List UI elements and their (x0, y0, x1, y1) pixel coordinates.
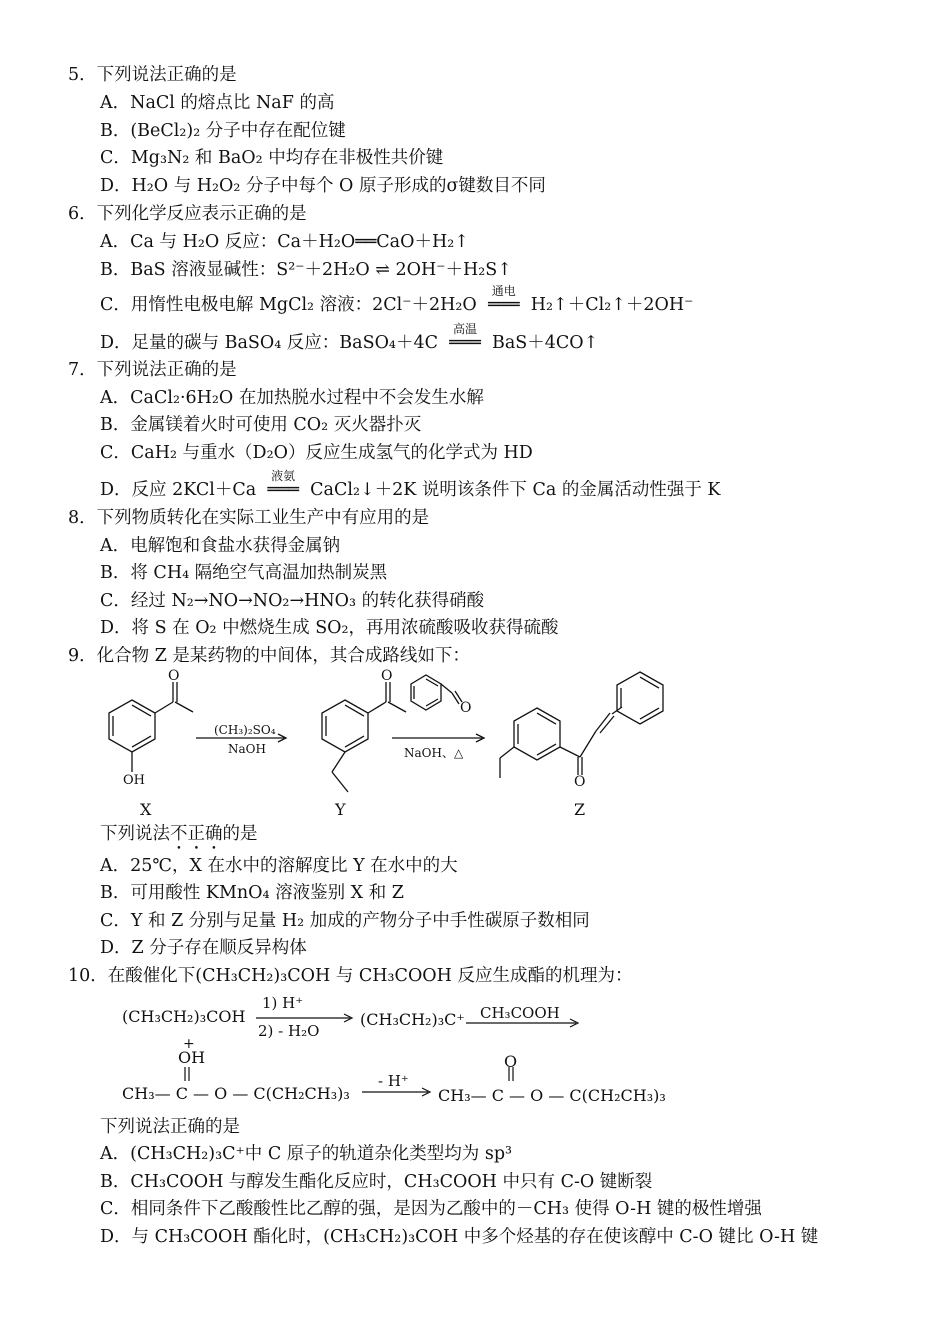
compound-x-label: X (140, 800, 152, 819)
mech-product: CH₃— C — O — C(CH₂CH₃)₃ (438, 1086, 666, 1105)
q9-ask-emphasis: 不正确 (170, 824, 223, 844)
q6-d-condition: 高温 (452, 322, 477, 336)
mech-product-o: O (504, 1052, 518, 1071)
q7-d-right: CaCl₂↓＋2K 说明该条件下 Ca 的金属活动性强于 K (310, 480, 721, 500)
q9-option-a: A．25℃，X 在水中的溶解度比 Y 在水中的大 (100, 856, 458, 876)
q7-option-a: A．CaCl₂·6H₂O 在加热脱水过程中不会发生水解 (100, 388, 484, 408)
q6-d-right: BaS＋4CO↑ (491, 333, 599, 353)
mech-reactant: (CH₃CH₂)₃COH (122, 1007, 246, 1026)
q7-option-c: C．CaH₂ 与重水（D₂O）反应生成氢气的化学式为 HD (100, 443, 533, 463)
q9-ask-suffix: 的是 (222, 824, 258, 844)
q6-option-b: B．BaS 溶液显碱性：S²⁻＋2H₂O ⇌ 2OH⁻＋H₂S↑ (100, 260, 512, 280)
q8-option-a: A．电解饱和食盐水获得金属钠 (100, 536, 341, 556)
q6-c-arrow: 通电 ═══ (477, 294, 531, 316)
mech-inter-oh: OH (178, 1048, 206, 1067)
mech-plus-sign: + (183, 1036, 195, 1052)
q7-d-condition: 液氨 (271, 469, 296, 483)
mech-intermediate: CH₃— C — O — C(CH₂CH₃)₃ (122, 1084, 350, 1103)
q7-stem: 7．下列说法正确的是 (68, 360, 237, 380)
compound-z-label: Z (574, 800, 586, 819)
q6-d-arrow: 高温 ═══ (438, 332, 492, 354)
mech-step2-top: CH₃COOH (480, 1004, 560, 1022)
q5-option-d: D．H₂O 与 H₂O₂ 分子中每个 O 原子形成的σ键数目不同 (100, 176, 546, 196)
q9-option-d: D．Z 分子存在顺反异构体 (100, 938, 307, 958)
x-hydroxyl-label: OH (123, 773, 145, 788)
y-carbonyl-oxygen: O (381, 668, 393, 684)
mech-step1-top: 1) H⁺ (262, 994, 304, 1012)
q10-ask: 下列说法正确的是 (100, 1117, 240, 1137)
q7-option-b: B．金属镁着火时可使用 CO₂ 灭火器扑灭 (100, 415, 422, 435)
q7-d-left: D．反应 2KCl＋Ca (100, 480, 257, 500)
q9-stem: 9．化合物 Z 是某药物的中间体，其合成路线如下： (68, 646, 470, 666)
q6-option-a: A．Ca 与 H₂O 反应：Ca＋H₂O══CaO＋H₂↑ (100, 232, 469, 252)
q5-option-b: B．(BeCl₂)₂ 分子中存在配位键 (100, 121, 346, 141)
q5-option-a: A．NaCl 的熔点比 NaF 的高 (100, 93, 335, 113)
q8-option-d: D．将 S 在 O₂ 中燃烧生成 SO₂，再用浓硫酸吸收获得硫酸 (100, 618, 559, 638)
x-carbonyl-oxygen: O (168, 668, 180, 684)
q9-ask-prefix: 下列说法 (100, 824, 170, 844)
q10-option-a: A．(CH₃CH₂)₃C⁺中 C 原子的轨道杂化类型均为 sp³ (100, 1144, 513, 1164)
q10-option-b: B．CH₃COOH 与醇发生酯化反应时，CH₃COOH 中只有 C-O 键断裂 (100, 1172, 653, 1192)
q6-c-right: H₂↑＋Cl₂↑＋2OH⁻ (530, 295, 694, 315)
q6-c-condition: 通电 (491, 284, 516, 298)
q6-stem: 6．下列化学反应表示正确的是 (68, 204, 307, 224)
q7-d-arrow: 液氨 ═══ (256, 479, 310, 501)
q6-c-left: C．用惰性电极电解 MgCl₂ 溶液：2Cl⁻＋2H₂O (100, 295, 477, 315)
q10-option-d: D．与 CH₃COOH 酯化时，(CH₃CH₂)₃COH 中多个烃基的存在使该醇中 C-O 键比 O-H 键 (100, 1227, 819, 1247)
q8-option-b: B．将 CH₄ 隔绝空气高温加热制炭黑 (100, 563, 388, 583)
q5-option-c: C．Mg₃N₂ 和 BaO₂ 中均存在非极性共价键 (100, 148, 444, 168)
mech-step1-bottom: 2) - H₂O (258, 1022, 320, 1040)
mech-step3-top: - H⁺ (378, 1072, 409, 1090)
q9-option-b: B．可用酸性 KMnO₄ 溶液鉴别 X 和 Z (100, 883, 404, 903)
compound-y-label: Y (335, 800, 346, 819)
reagent-1-bottom: NaOH (228, 742, 266, 756)
q10-stem: 10．在酸催化下(CH₃CH₂)₃COH 与 CH₃COOH 反应生成酯的机理为： (68, 966, 633, 986)
q5-stem: 5．下列说法正确的是 (68, 65, 237, 85)
reagent-1-top: (CH₃)₂SO₄ (214, 723, 276, 737)
q8-stem: 8．下列物质转化在实际工业生产中有应用的是 (68, 508, 430, 528)
q8-option-c: C．经过 N₂→NO→NO₂→HNO₃ 的转化获得硝酸 (100, 591, 485, 611)
q10-option-c: C．相同条件下乙酸酸性比乙醇的强，是因为乙酸中的－CH₃ 使得 O-H 键的极性增强 (100, 1199, 762, 1219)
reagent-2-bottom: NaOH、△ (404, 746, 464, 760)
q6-d-left: D．足量的碳与 BaSO₄ 反应：BaSO₄＋4C (100, 333, 438, 353)
z-carbonyl-oxygen: O (574, 774, 586, 790)
q9-option-c: C．Y 和 Z 分别与足量 H₂ 加成的产物分子中手性碳原子数相同 (100, 911, 590, 931)
aldehyde-oxygen: O (460, 700, 472, 716)
mech-cation: (CH₃CH₂)₃C⁺ (360, 1010, 465, 1029)
